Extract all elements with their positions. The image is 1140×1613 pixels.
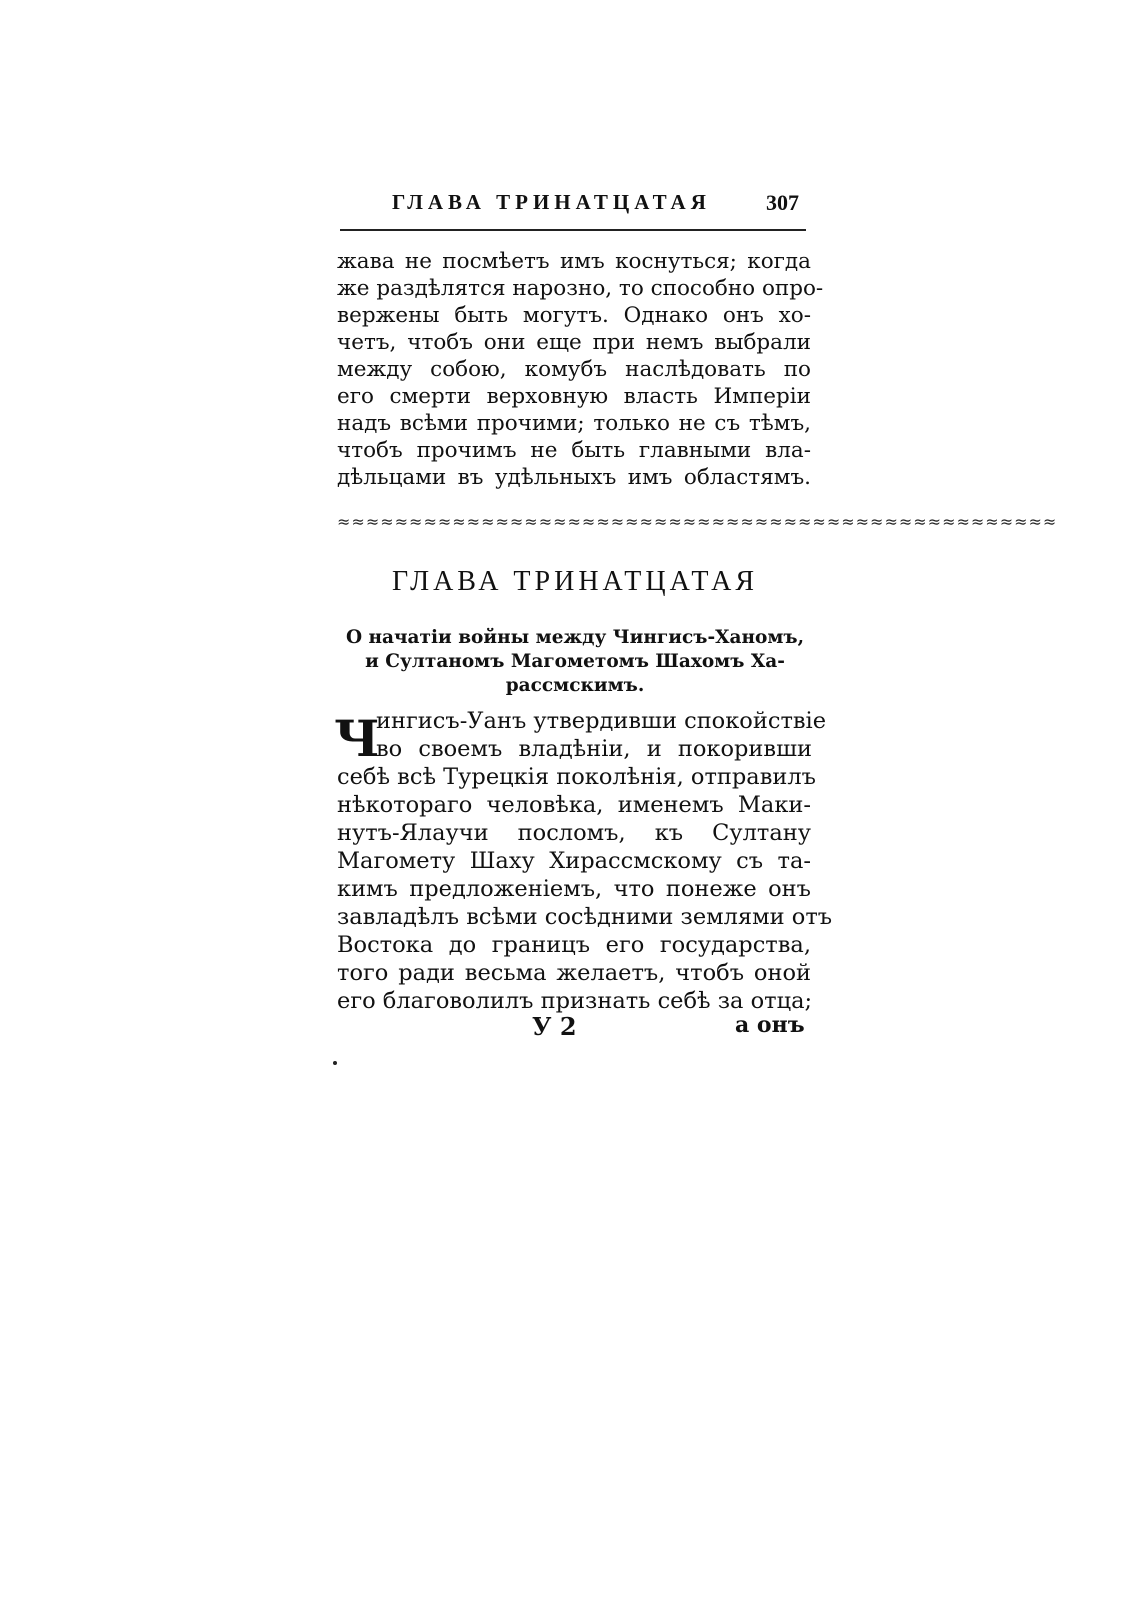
text-line: жава не посмѣетъ имъ коснуться; когда xyxy=(337,249,811,274)
text-line: Магомету Шаху Хирассмскому съ та- xyxy=(337,848,811,874)
text-line: нутъ-Ялаучи посломъ, къ Султану xyxy=(337,820,811,846)
text-line: Востока до границъ его государства, xyxy=(337,932,811,958)
text-line: во своемъ владѣнiи, и покоривши xyxy=(376,736,812,762)
subtitle-line: и Султаномъ Магометомъ Шахомъ Ха- xyxy=(365,651,785,672)
signature-mark: У 2 xyxy=(532,1012,577,1041)
text-line: надъ всѣми прочими; только не съ тѣмъ, xyxy=(337,411,811,436)
drop-initial: Ч xyxy=(334,709,380,768)
text-line: вержены быть могутъ. Однако онъ хо- xyxy=(337,303,811,328)
subtitle-line: рассмскимъ. xyxy=(505,675,645,696)
chapter-title: ГЛАВА ТРИНАТЦАТАЯ xyxy=(392,566,758,597)
text-line: кимъ предложенiемъ, что понеже онъ xyxy=(337,876,811,902)
catchword: а онъ xyxy=(735,1012,805,1038)
ornament-divider: ≈≈≈≈≈≈≈≈≈≈≈≈≈≈≈≈≈≈≈≈≈≈≈≈≈≈≈≈≈≈≈≈≈≈≈≈≈≈≈≈≈≈≈≈≈≈≈≈≈≈ xyxy=(337,512,1058,531)
text-line: дѣльцами въ удѣльныхъ имъ областямъ. xyxy=(337,465,811,490)
running-head-title: ГЛАВА ТРИНАТЦАТАЯ xyxy=(392,190,711,214)
text-line: же раздѣлятся нарозно, то способно опро- xyxy=(337,276,824,301)
text-line: между собою, комубъ наслѣдовать по xyxy=(337,357,811,382)
text-line: четъ, чтобъ они еще при немъ выбрали xyxy=(337,330,811,355)
text-line: его смерти верховную власть Имперiи xyxy=(337,384,811,409)
header-rule xyxy=(340,229,806,231)
text-line: его благоволилъ признать себѣ за отца; xyxy=(337,988,813,1014)
text-line: ингисъ-Уанъ утвердивши спокойствiе xyxy=(376,708,827,734)
text-line: чтобъ прочимъ не быть главными вла- xyxy=(337,438,811,463)
ink-speck xyxy=(333,1061,337,1065)
text-line: того ради весьма желаетъ, чтобъ оной xyxy=(337,960,811,986)
page-number: 307 xyxy=(766,190,799,215)
text-line: себѣ всѣ Турецкiя поколѣнiя, отправилъ xyxy=(337,764,816,790)
running-head xyxy=(392,190,812,222)
text-line: нѣкотораго человѣка, именемъ Маки- xyxy=(337,792,811,818)
text-line: завладѣлъ всѣми сосѣдними землями отъ xyxy=(337,904,833,930)
subtitle-line: О начатiи войны между Чингисъ-Ханомъ, xyxy=(345,627,805,648)
